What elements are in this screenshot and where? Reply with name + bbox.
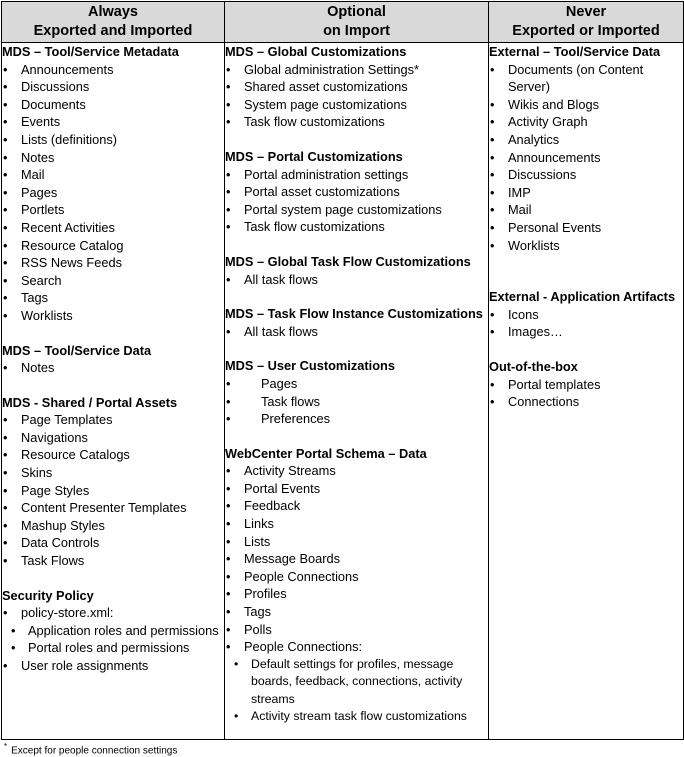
list-item: • Lists (definitions) xyxy=(2,131,224,149)
header-always-line2: Exported and Imported xyxy=(33,23,193,39)
header-always-line1: Always xyxy=(88,4,138,20)
list-item: • policy-store.xml: xyxy=(2,604,224,622)
list-item: • Preferences xyxy=(225,410,488,428)
list-item: • Worklists xyxy=(489,237,683,255)
footnote-text: Except for people connection settings xyxy=(11,745,178,757)
header-optional xyxy=(225,2,489,43)
section-list xyxy=(225,462,488,656)
section-list xyxy=(2,359,224,377)
list-item: • Portal administration settings xyxy=(225,166,488,184)
list-item: • Announcements xyxy=(2,61,224,79)
spacer xyxy=(225,340,488,357)
list-item: • People Connections: xyxy=(225,638,488,656)
list-item: • Recent Activities xyxy=(2,219,224,237)
section-title: Out-of-the-box xyxy=(489,358,578,374)
list-item: • Lists xyxy=(225,533,488,551)
section-title: MDS – Task Flow Instance Customizations xyxy=(225,306,483,322)
list-item: • Mashup Styles xyxy=(2,517,224,535)
list-item: • Tags xyxy=(225,603,488,621)
list-item: • Profiles xyxy=(225,585,488,603)
header-optional-line2: on Import xyxy=(323,23,390,39)
list-item: • Activity stream task flow customizations xyxy=(233,708,488,726)
list-item: • Icons xyxy=(489,306,683,324)
list-item: • IMP xyxy=(489,184,683,202)
import-export-table xyxy=(1,1,684,740)
spacer xyxy=(2,325,224,342)
section-title: MDS – Global Customizations xyxy=(225,44,407,59)
column-always xyxy=(2,43,225,740)
list-item: • Skins xyxy=(2,464,224,482)
spacer xyxy=(489,254,683,288)
footnote-marker: * xyxy=(4,742,8,751)
header-always xyxy=(2,2,225,43)
list-item: • Discussions xyxy=(2,78,224,96)
section-list xyxy=(2,411,224,569)
list-item: • Personal Events xyxy=(489,219,683,237)
list-item: • Analytics xyxy=(489,131,683,149)
spacer xyxy=(489,341,683,358)
list-item: • Task Flows xyxy=(2,552,224,570)
list-item: • Documents (on Content Server) xyxy=(489,61,683,96)
list-item: • Resource Catalogs xyxy=(2,446,224,464)
list-item: • Events xyxy=(2,113,224,131)
section-list xyxy=(2,657,224,675)
section-title: MDS – Global Task Flow Customizations xyxy=(225,253,471,269)
list-item: • Page Templates xyxy=(2,411,224,429)
list-item: • Worklists xyxy=(2,307,224,325)
section-list xyxy=(225,323,488,341)
list-item: • Message Boards xyxy=(225,550,488,568)
spacer xyxy=(225,236,488,253)
section-title: External – Tool/Service Data xyxy=(489,44,661,59)
content-row xyxy=(2,43,684,740)
column-optional xyxy=(225,43,489,740)
sub-list xyxy=(10,622,224,657)
list-item: • Portal templates xyxy=(489,376,683,394)
list-item: • Task flow customizations xyxy=(225,218,488,236)
list-item: • Task flow customizations xyxy=(225,113,488,131)
header-never-line1: Never xyxy=(565,4,607,20)
section-title: MDS – User Customizations xyxy=(225,358,395,374)
list-item: • Connections xyxy=(489,393,683,411)
section-title: Security Policy xyxy=(2,587,94,603)
list-item: • Default settings for profiles, message boards, feedback, connections, activity streams xyxy=(233,656,488,709)
list-item: • Links xyxy=(225,515,488,533)
section-title: MDS – Tool/Service Data xyxy=(2,342,152,358)
section-title: WebCenter Portal Schema – Data xyxy=(225,445,427,461)
list-item: • Page Styles xyxy=(2,482,224,500)
list-item: • Pages xyxy=(225,375,488,393)
spacer xyxy=(2,570,224,587)
section-list xyxy=(225,375,488,428)
list-item: • Navigations xyxy=(2,429,224,447)
list-item: • All task flows xyxy=(225,271,488,289)
section-title: MDS - Shared / Portal Assets xyxy=(2,394,178,410)
list-item: • Images… xyxy=(489,323,683,341)
section-list xyxy=(225,271,488,289)
section-list xyxy=(489,306,683,341)
section-list xyxy=(489,61,683,255)
column-never xyxy=(489,43,684,740)
list-item: • Portal Events xyxy=(225,480,488,498)
section-list xyxy=(225,166,488,236)
list-item: • Wikis and Blogs xyxy=(489,96,683,114)
list-item: • Polls xyxy=(225,621,488,639)
section-list xyxy=(489,376,683,411)
section-title: MDS – Tool/Service Metadata xyxy=(2,44,179,59)
section-title: MDS – Portal Customizations xyxy=(225,148,403,164)
section-list xyxy=(2,61,224,325)
list-item: • Task flows xyxy=(225,393,488,411)
list-item: • Notes xyxy=(2,359,224,377)
list-item: • Content Presenter Templates xyxy=(2,499,224,517)
list-item: • Mail xyxy=(489,201,683,219)
list-item: • Pages xyxy=(2,184,224,202)
header-never xyxy=(489,2,684,43)
list-item: • Application roles and permissions xyxy=(10,622,224,640)
section-list xyxy=(2,604,224,622)
list-item: • Mail xyxy=(2,166,224,184)
header-optional-line1: Optional xyxy=(327,4,386,20)
spacer xyxy=(225,288,488,305)
list-item: • Documents xyxy=(2,96,224,114)
list-item: • Feedback xyxy=(225,497,488,515)
list-item: • Global administration Settings* xyxy=(225,61,488,79)
list-item: • Search xyxy=(2,272,224,290)
list-item: • Activity Streams xyxy=(225,462,488,480)
list-item: • People Connections xyxy=(225,568,488,586)
list-item: • Portal roles and permissions xyxy=(10,639,224,657)
list-item: • Notes xyxy=(2,149,224,167)
list-item: • Data Controls xyxy=(2,534,224,552)
list-item: • User role assignments xyxy=(2,657,224,675)
list-item: • Portlets xyxy=(2,201,224,219)
list-item: • Discussions xyxy=(489,166,683,184)
list-item: • RSS News Feeds xyxy=(2,254,224,272)
spacer xyxy=(225,131,488,148)
sub-list xyxy=(233,656,488,726)
list-item: • System page customizations xyxy=(225,96,488,114)
spacer xyxy=(225,428,488,445)
list-item: • Portal system page customizations xyxy=(225,201,488,219)
header-row xyxy=(2,2,684,43)
list-item: • Shared asset customizations xyxy=(225,78,488,96)
list-item: • Tags xyxy=(2,289,224,307)
list-item: • Portal asset customizations xyxy=(225,183,488,201)
section-title: External - Application Artifacts xyxy=(489,289,676,305)
list-item: • All task flows xyxy=(225,323,488,341)
list-item: • Announcements xyxy=(489,149,683,167)
header-never-line2: Exported or Imported xyxy=(512,23,660,39)
list-item: • Resource Catalog xyxy=(2,237,224,255)
section-list xyxy=(225,61,488,131)
list-item: • Activity Graph xyxy=(489,113,683,131)
spacer xyxy=(2,377,224,394)
